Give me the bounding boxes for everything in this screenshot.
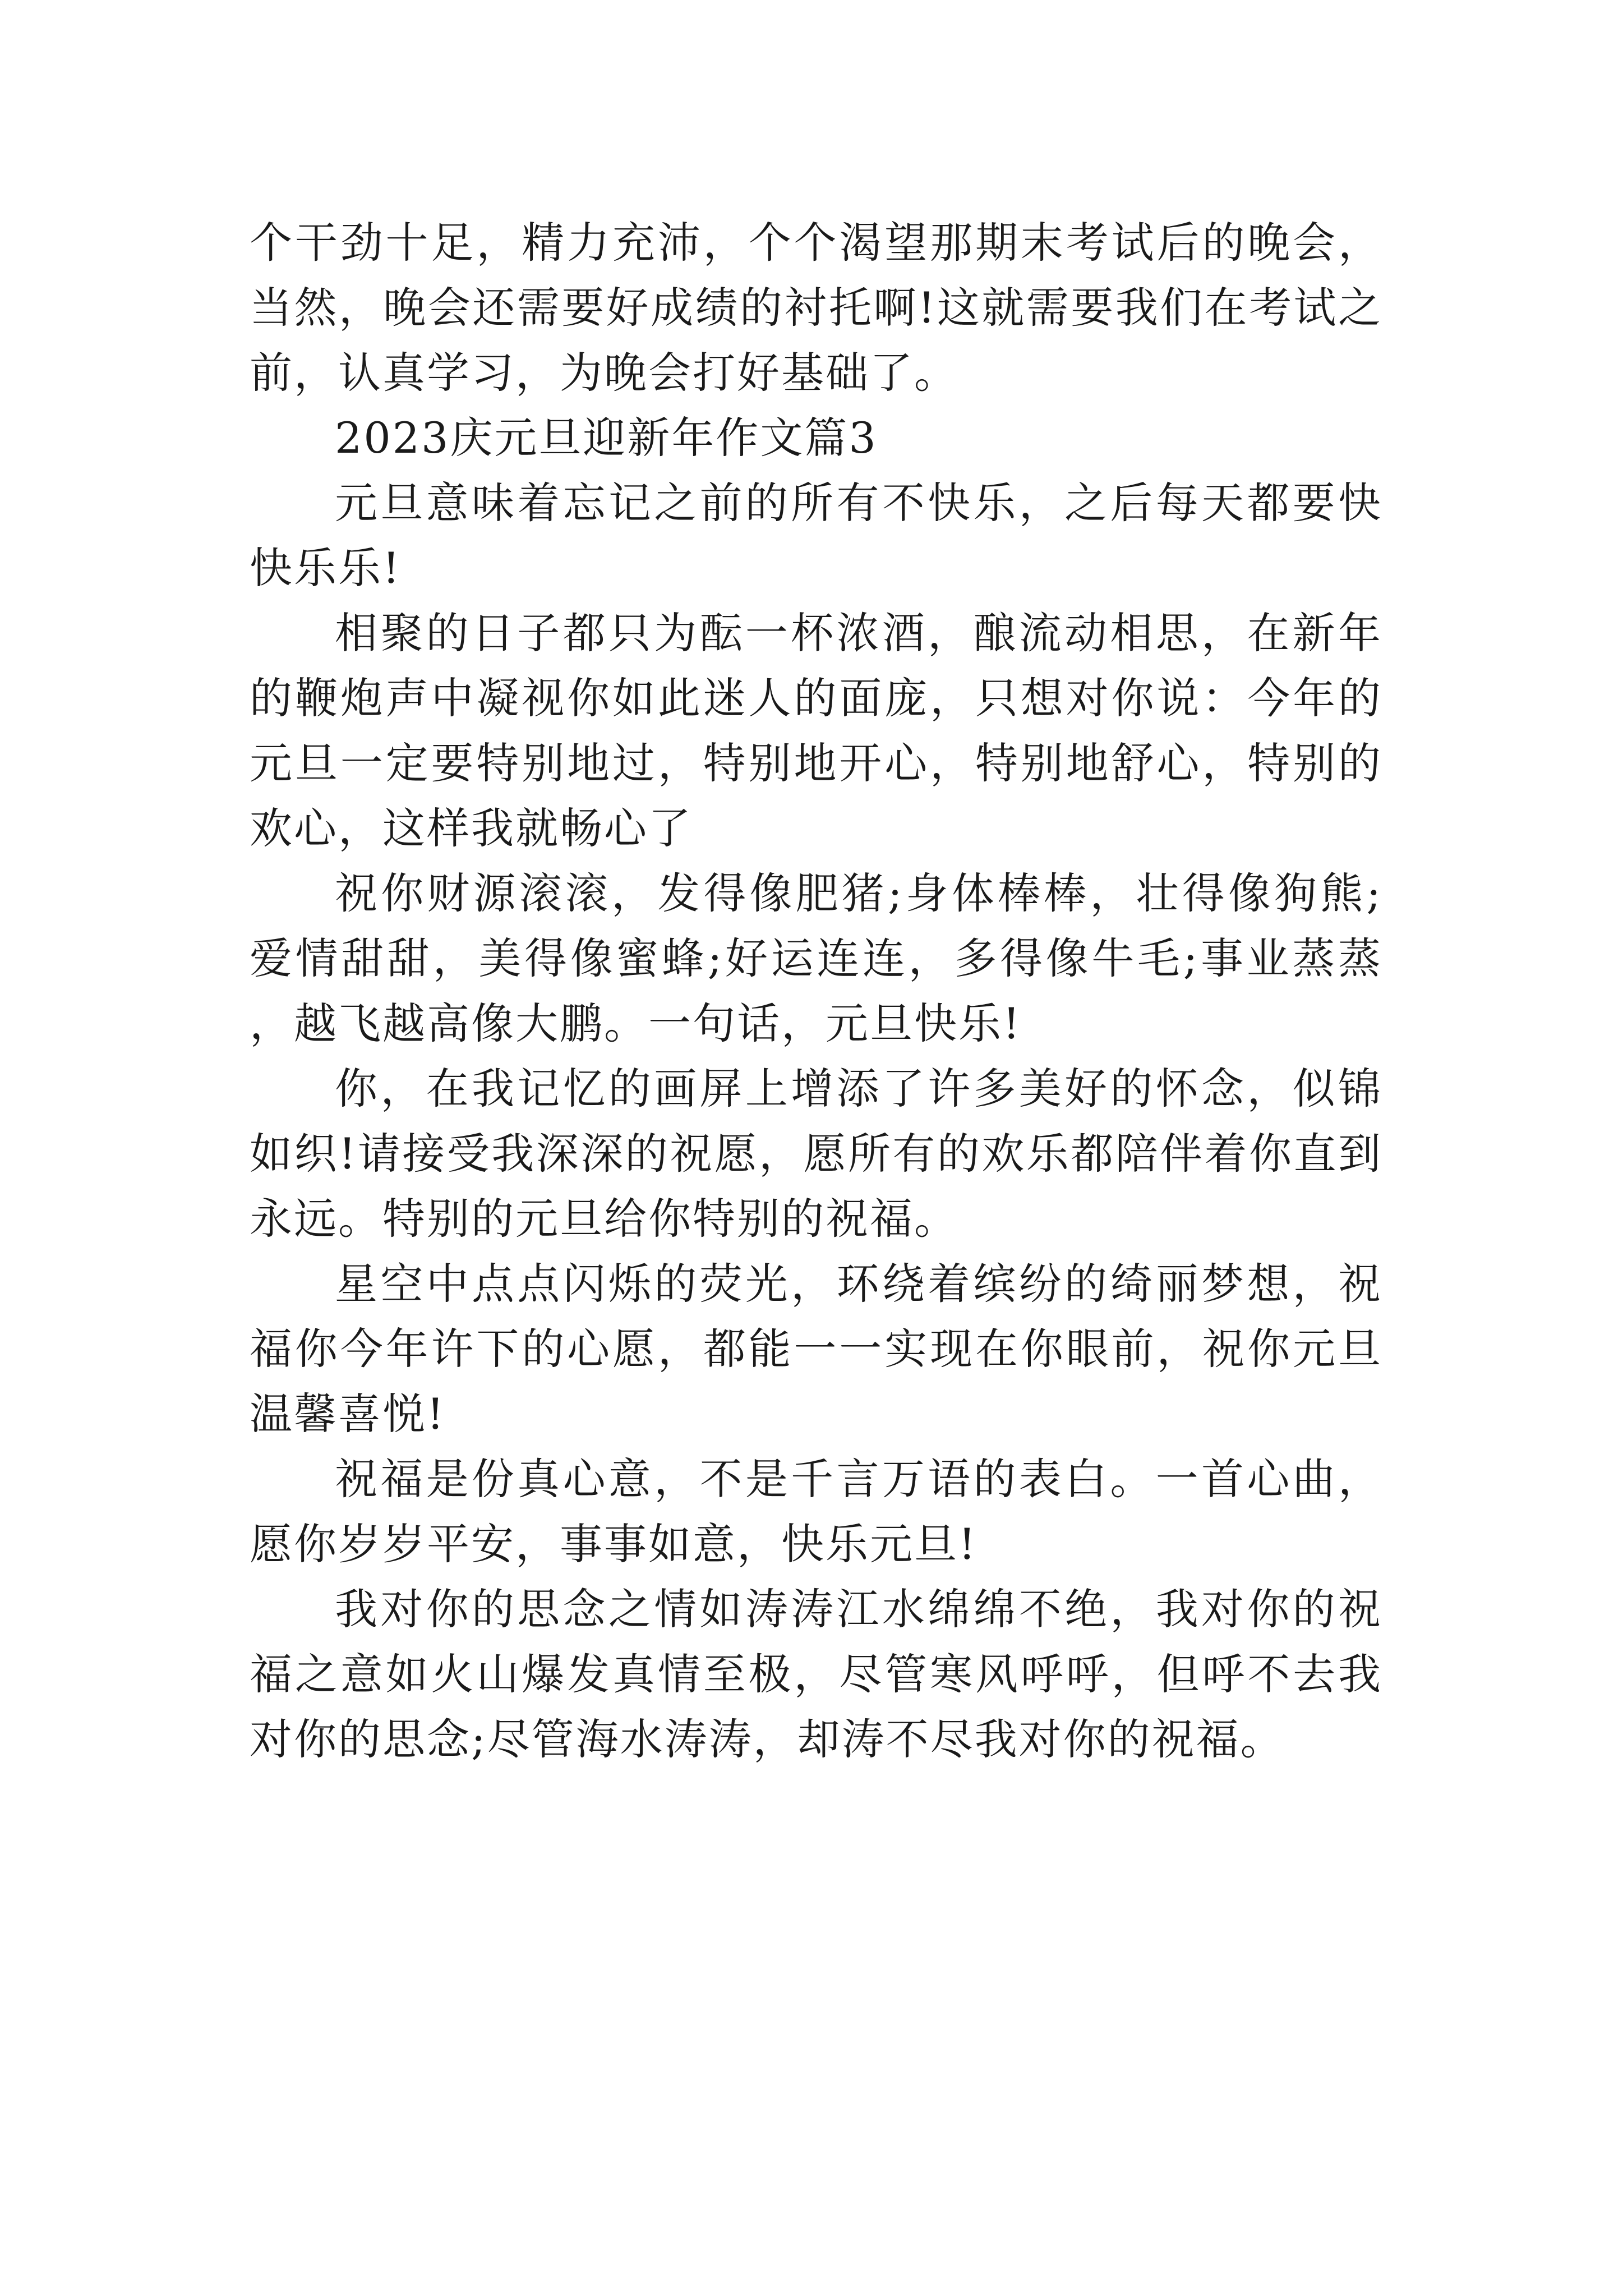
paragraph-4: 你，在我记忆的画屏上增添了许多美好的怀念，似锦如织!请接受我深深的祝愿，愿所有的欢乐都陪伴着你直到永远。特别的元旦给你特别的祝福。 — [250, 1064, 1382, 1244]
continuation-paragraph: 个干劲十足，精力充沛，个个渴望那期末考试后的晚会，当然，晚会还需要好成绩的衬托啊!这就需要我们在考试之前，认真学习，为晚会打好基础了。 — [250, 218, 1382, 398]
paragraph-3: 祝你财源滚滚，发得像肥猪;身体棒棒，壮得像狗熊;爱情甜甜，美得像蜜蜂;好运连连，多得像牛毛;事业蒸蒸，越飞越高像大鹏。一句话，元旦快乐! — [250, 868, 1382, 1048]
paragraph-2: 相聚的日子都只为酝一杯浓酒，酿流动相思，在新年的鞭炮声中凝视你如此迷人的面庞，只想对你说：今年的元旦一定要特别地过，特别地开心，特别地舒心，特别的欢心，这样我就畅心了 — [250, 608, 1382, 853]
section-title: 2023庆元旦迎新年作文篇3 — [335, 413, 878, 463]
paragraph-5: 星空中点点闪烁的荧光，环绕着缤纷的绮丽梦想，祝福你今年许下的心愿，都能一一实现在你眼前，祝你元旦温馨喜悦! — [250, 1259, 1382, 1439]
document-body — [250, 210, 1382, 1772]
paragraph-7: 我对你的思念之情如涛涛江水绵绵不绝，我对你的祝福之意如火山爆发真情至极，尽管寒风呼呼，但呼不去我对你的思念;尽管海水涛涛，却涛不尽我对你的祝福。 — [250, 1584, 1382, 1764]
paragraph-6: 祝福是份真心意，不是千言万语的表白。一首心曲，愿你岁岁平安，事事如意，快乐元旦! — [250, 1454, 1382, 1569]
paragraph-1: 元旦意味着忘记之前的所有不快乐，之后每天都要快快乐乐! — [250, 478, 1382, 593]
